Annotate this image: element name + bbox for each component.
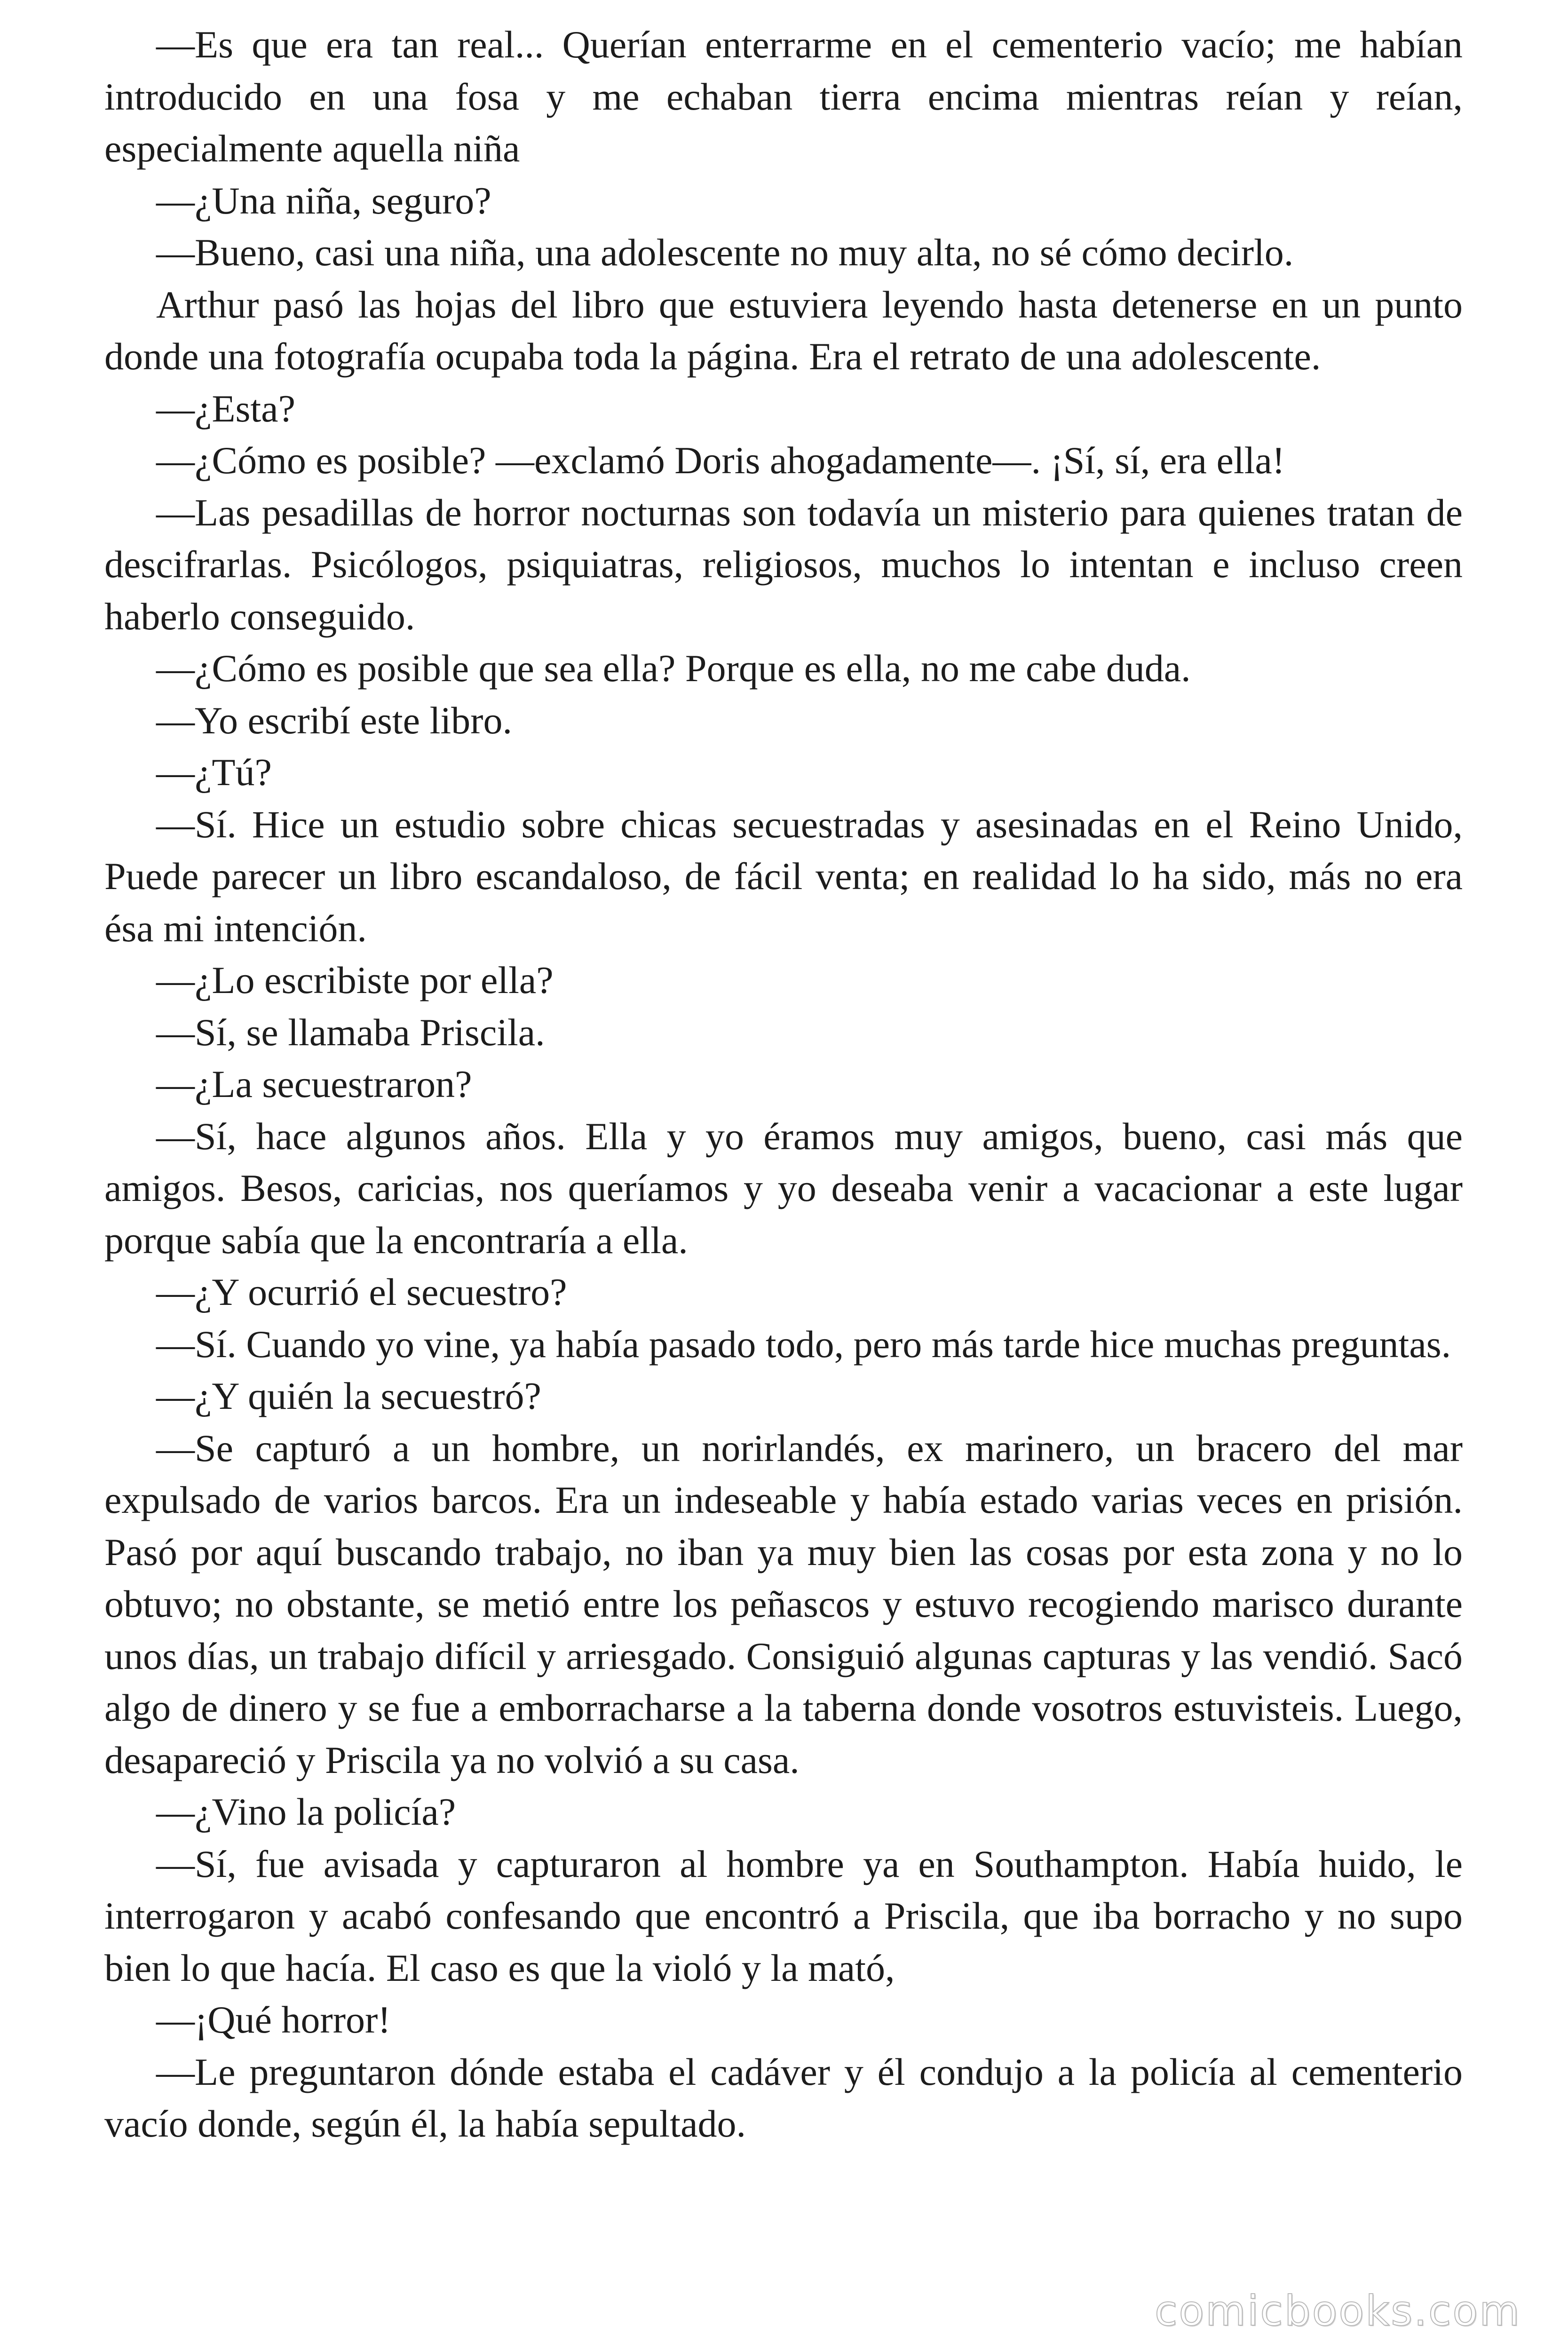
paragraph: —Bueno, casi una niña, una adolescente no muy alta, no sé cómo decirlo.: [156, 231, 1294, 274]
paragraph: —¿Vino la policía?: [156, 1790, 456, 1833]
paragraph: —Es que era tan real... Querían enterrarme en el cementerio vacío; me habían introducido en una fosa y me echaban tierra encima mientras reían y reían, especialmente aquella niña: [104, 23, 1463, 170]
paragraph: —Yo escribí este libro.: [156, 699, 512, 742]
paragraph: —¿Una niña, seguro?: [156, 179, 491, 222]
paragraph: —Sí, fue avisada y capturaron al hombre ya en Southampton. Había huido, le interrogaron y acabó confesando que encontró a Priscila, que iba borracho y no supo bien lo que hacía. El caso es que la violó y la mató,: [104, 1842, 1463, 1989]
paragraph: —¿Cómo es posible que sea ella? Porque es ella, no me cabe duda.: [156, 647, 1191, 690]
paragraph: Arthur pasó las hojas del libro que estuviera leyendo hasta detenerse en un punto donde una fotografía ocupaba toda la página. Era el retrato de una adolescente.: [104, 283, 1463, 378]
paragraph: —¡Qué horror!: [156, 1998, 391, 2041]
paragraph: —Sí. Cuando yo vine, ya había pasado todo, pero más tarde hice muchas preguntas.: [156, 1322, 1451, 1366]
paragraph: —¿Lo escribiste por ella?: [156, 959, 554, 1001]
paragraph: —Sí, se llamaba Priscila.: [156, 1010, 545, 1054]
paragraph: —Le preguntaron dónde estaba el cadáver y él condujo a la policía al cementerio vacío donde, según él, la había sepultado.: [104, 2050, 1463, 2145]
paragraph: —Se capturó a un hombre, un norirlandés, ex marinero, un bracero del mar expulsado de varios barcos. Era un indeseable y había estado varias veces en prisión. Pasó por aquí buscando trabajo, no iban ya muy bien las cosas por esta zona y no lo obtuvo; no obstante, se metió entre los peñascos y estuvo recogiendo marisco durante unos días, un trabajo difícil y arriesgado. Consiguió algunas capturas y las vendió. Sacó algo de dinero y se fue a emborracharse a la taberna donde vosotros estuvisteis. Luego, desapareció y Priscila ya no volvió a su casa.: [104, 1426, 1463, 1781]
page-body: [104, 19, 1463, 2150]
paragraph: —Sí, hace algunos años. Ella y yo éramos muy amigos, bueno, casi más que amigos. Besos, caricias, nos queríamos y yo deseaba venir a vacacionar a este lugar porque sabía que la encontraría a ella.: [104, 1114, 1463, 1262]
paragraph: —¿Y ocurrió el secuestro?: [156, 1271, 567, 1313]
paragraph: —¿Tú?: [156, 751, 272, 794]
paragraph: —Sí. Hice un estudio sobre chicas secuestradas y asesinadas en el Reino Unido, Puede parecer un libro escandaloso, de fácil venta; en realidad lo ha sido, más no era ésa mi intención.: [104, 803, 1463, 950]
watermark-text: comicbooks.com: [1154, 2287, 1521, 2335]
paragraph: —¿Y quién la secuestró?: [156, 1375, 541, 1417]
paragraph: —¿La secuestraron?: [156, 1063, 472, 1105]
paragraph: —¿Cómo es posible? —exclamó Doris ahogadamente—. ¡Sí, sí, era ella!: [156, 439, 1285, 482]
paragraph: —Las pesadillas de horror nocturnas son todavía un misterio para quienes tratan de descifrarlas. Psicólogos, psiquiatras, religiosos, muchos lo intentan e incluso creen haberlo conseguido.: [104, 491, 1463, 638]
paragraph: —¿Esta?: [156, 387, 295, 430]
